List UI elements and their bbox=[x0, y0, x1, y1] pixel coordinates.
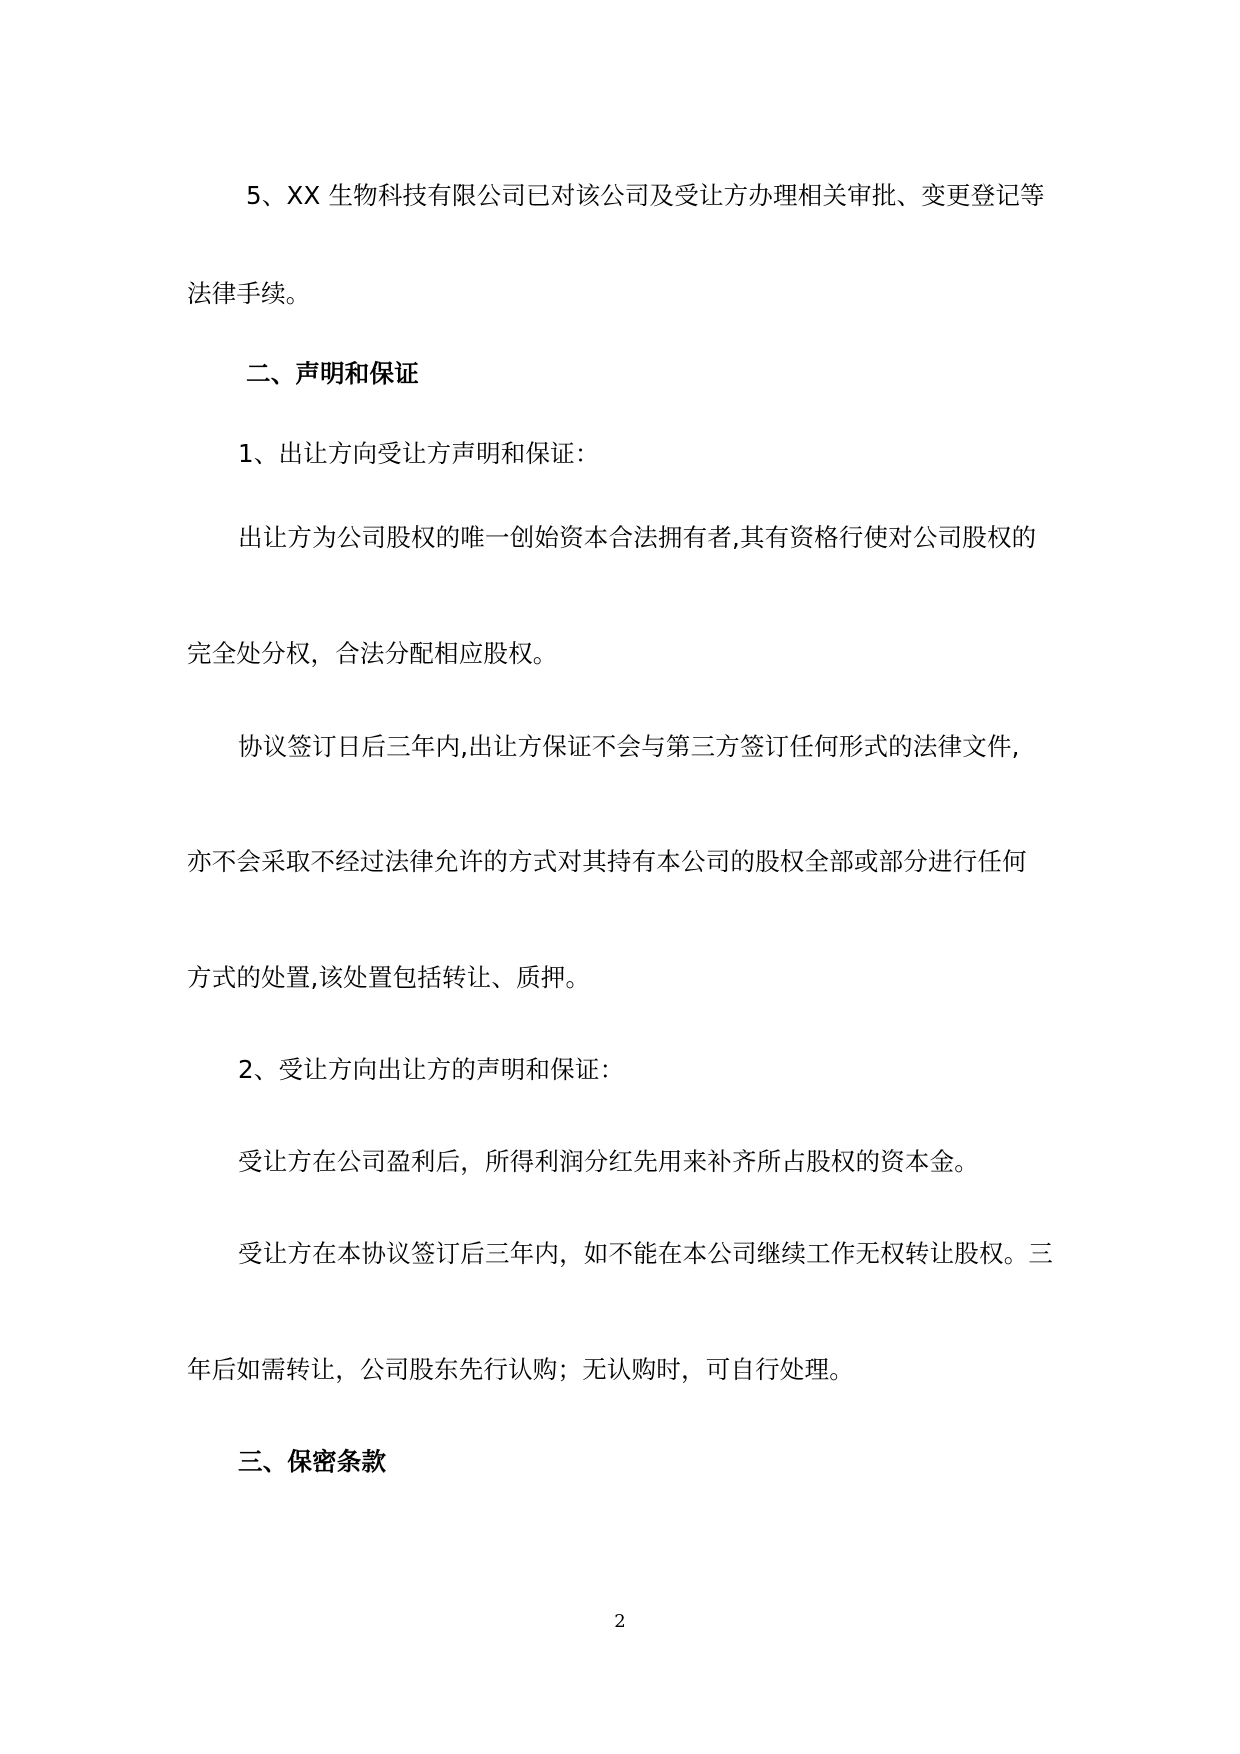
section-2-heading: 二、声明和保证 bbox=[246, 359, 419, 388]
clause-2-1-para-2-line-3: 方式的处置,该处置包括转让、质押。 bbox=[187, 963, 591, 992]
clause-2-1-para-1-line-2: 完全处分权，合法分配相应股权。 bbox=[187, 639, 558, 668]
clause-2-1-para-2-line-2: 亦不会采取不经过法律允许的方式对其持有本公司的股权全部或部分进行任何 bbox=[187, 847, 1027, 876]
page-number: 2 bbox=[614, 1611, 626, 1632]
clause-5-line-1: 5、XX 生物科技有限公司已对该公司及受让方办理相关审批、变更登记等 bbox=[246, 181, 1045, 210]
clause-2-1-para-1-line-1: 出让方为公司股权的唯一创始资本合法拥有者,其有资格行使对公司股权的 bbox=[238, 523, 1037, 552]
clause-2-2-title: 2、受让方向出让方的声明和保证： bbox=[238, 1055, 625, 1084]
clause-2-1-title: 1、出让方向受让方声明和保证： bbox=[238, 439, 600, 468]
section-3-heading: 三、保密条款 bbox=[238, 1447, 387, 1476]
clause-2-2-para-1: 受让方在公司盈利后，所得利润分红先用来补齐所占股权的资本金。 bbox=[238, 1147, 979, 1176]
clause-2-2-para-2-line-2: 年后如需转让，公司股东先行认购；无认购时，可自行处理。 bbox=[187, 1355, 854, 1384]
clause-2-2-para-2-line-1: 受让方在本协议签订后三年内，如不能在本公司继续工作无权转让股权。三 bbox=[238, 1239, 1054, 1268]
clause-2-1-para-2-line-1: 协议签订日后三年内,出让方保证不会与第三方签订任何形式的法律文件, bbox=[238, 732, 1020, 761]
clause-5-line-2: 法律手续。 bbox=[187, 279, 311, 308]
